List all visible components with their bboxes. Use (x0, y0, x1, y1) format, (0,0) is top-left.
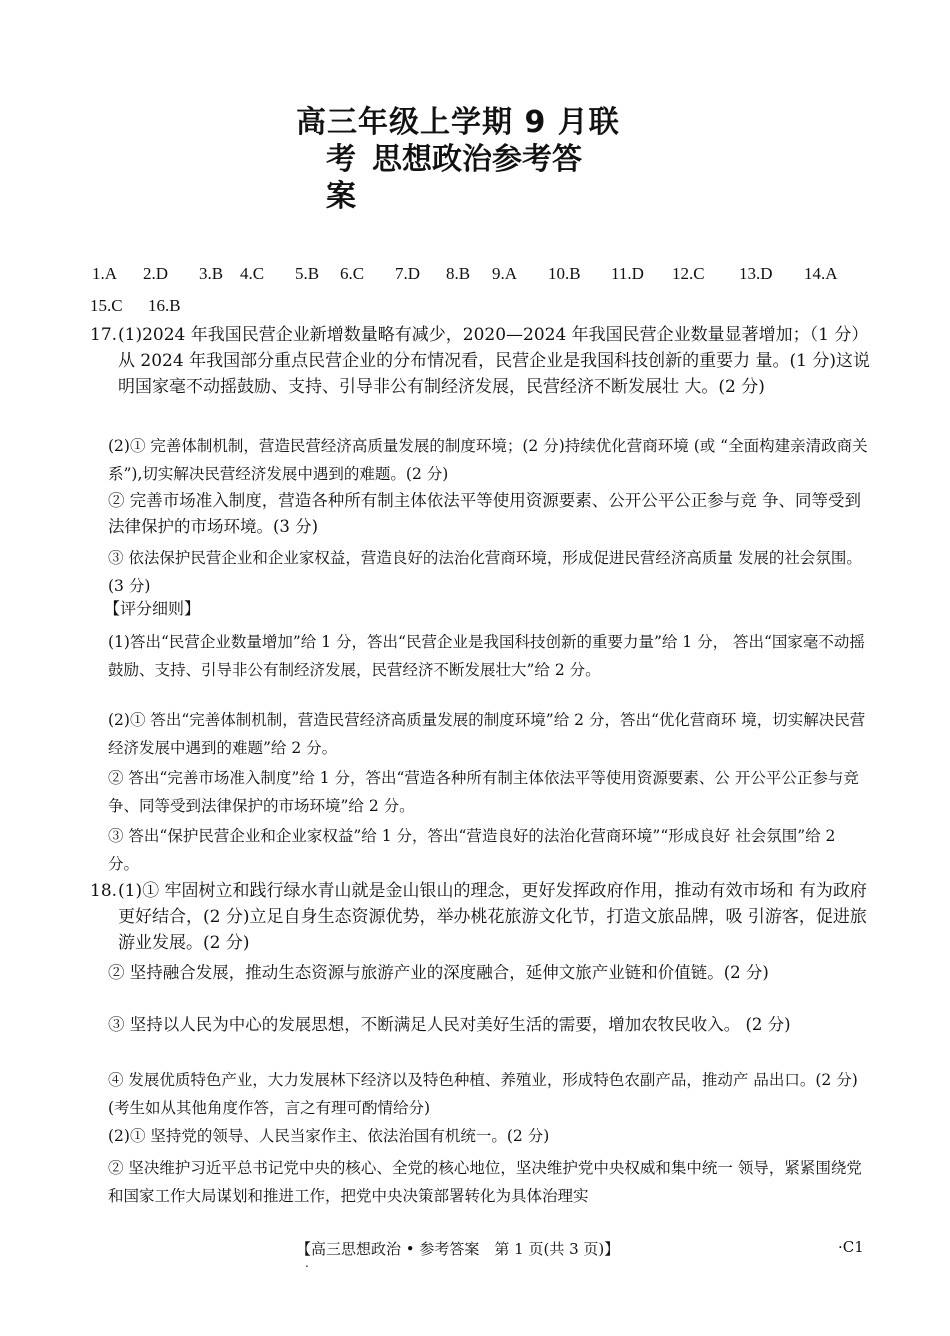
q18-part5: (2)① 坚持党的领导、人民当家作主、依法治国有机统一。(2 分) (108, 1127, 550, 1145)
rubric-2-block (90, 706, 870, 762)
q18-part6: ② 坚决维护习近平总书记党中央的核心、全党的核心地位，坚决维护党中央权威和集中统一 领导，紧紧围绕党和国家工作大局谋划和推进工作，把党中央决策部署转化为具体治理实 (108, 1159, 862, 1205)
answer-item: 13.D (739, 264, 773, 283)
answer-item: 7.D (395, 264, 421, 283)
answer-item: 11.D (611, 264, 644, 283)
title-line-3: 案 (326, 179, 356, 214)
answer-item: 2.D (143, 264, 169, 283)
answer-item: 12.C (672, 264, 705, 283)
answer-item: 15.C (90, 296, 123, 315)
answer-item: 3.B (199, 264, 224, 283)
answer-item: 16.B (148, 296, 181, 315)
q18-part2: ② 坚持融合发展，推动生态资源与旅游产业的深度融合，延伸文旅产业链和价值链。(2 分) (108, 963, 769, 982)
rubric-heading-block (90, 596, 870, 622)
q18-part4: ④ 发展优质特色产业，大力发展林下经济以及特色种植、养殖业，形成特色农副产品，推动产 品出口。(2 分)(考生如从其他角度作答，言之有理可酌情给分) (108, 1071, 858, 1117)
rubric-2: (2)① 答出“完善体制机制，营造民营经济高质量发展的制度环境”给 2 分，答出“优化营商环 境，切实解决民营经济发展中遇到的难题”给 2 分。 (108, 711, 866, 757)
title-line-2 (326, 140, 656, 180)
answer-item: 8.B (446, 264, 471, 283)
title-line-2b: 思想政治参考答 (372, 142, 582, 177)
page-footer: 【高三思想政治 • 参考答案 第 1 页(共 3 页)】 (296, 1240, 620, 1258)
q18-part6-block (90, 1154, 870, 1210)
q18-part4-block (90, 1066, 870, 1122)
footer-dot: . (305, 1256, 309, 1270)
answer-item: 4.C (240, 264, 265, 283)
rubric-4: ③ 答出“保护民营企业和企业家权益”给 1 分，答出“营造良好的法治化营商环境”“形成良好 社会氛围”给 2 分。 (108, 827, 836, 873)
answer-item: 14.A (804, 264, 838, 283)
title-line-2a: 考 (326, 142, 356, 177)
q17-part2-block (90, 432, 870, 488)
title-line-1: 高三年级上学期 9 月联 (296, 105, 620, 140)
question-17 (90, 322, 870, 400)
q18-part3: ③ 坚持以人民为中心的发展思想，不断满足人民对美好生活的需要，增加农牧民收入。 (2 分) (108, 1015, 791, 1034)
answer-item: 10.B (548, 264, 581, 283)
q17-part3-block (90, 488, 870, 540)
rubric-1-block (90, 628, 870, 684)
answer-item: 6.C (340, 264, 365, 283)
rubric-3: ② 答出“完善市场准入制度”给 1 分，答出“营造各种所有制主体依法平等使用资源要素、公 开公平公正参与竞争、同等受到法律保护的市场环境”给 2 分。 (108, 769, 859, 815)
document-title (296, 106, 656, 214)
rubric-1: (1)答出“民营企业数量增加”给 1 分，答出“民营企业是我国科技创新的重要力量”给 1 分， 答出“国家毫不动摇鼓励、支持、引导非公有制经济发展，民营经济不断发展壮大”给 2 分。 (108, 633, 865, 679)
q17-part4-block (90, 544, 870, 600)
q17-part1: (1)2024 年我国民营企业新增数量略有减少，2020—2024 年我国民营企业数量显著增加；（1 分）从 2024 年我国部分重点民营企业的分布情况看，民营企业是我国科技创新的重要力 量。(1 分)这说明国家毫不动摇鼓励、支持、引导非公有制经济发展，民营经济不断发展壮 大。(2 分) (118, 325, 870, 397)
answer-item: 1.A (92, 264, 118, 283)
q18-part1: (1)① 牢固树立和践行绿水青山就是金山银山的理念，更好发挥政府作用，推动有效市场和 有为政府更好结合，(2 分)立足自身生态资源优势，举办桃花旅游文化节，打造文旅品牌，吸 引游客，促进旅游业发展。(2 分) (118, 881, 867, 953)
rubric-4-block (90, 822, 870, 878)
footer-code: ·C1 (838, 1238, 864, 1256)
question-number: 17. (90, 325, 118, 345)
rubric-heading: 【评分细则】 (104, 599, 201, 618)
question-number: 18. (90, 881, 118, 901)
q17-part4: ③ 依法保护民营企业和企业家权益，营造良好的法治化营商环境，形成促进民营经济高质量 发展的社会氛围。(3 分) (108, 549, 862, 595)
answer-item: 5.B (295, 264, 320, 283)
question-18 (90, 878, 870, 956)
rubric-3-block (90, 764, 870, 820)
q18-part3-block (90, 1012, 870, 1038)
q18-part5-block (90, 1122, 870, 1150)
q18-part2-block (90, 960, 870, 986)
answer-item: 9.A (492, 264, 518, 283)
q17-part2: (2)① 完善体制机制，营造民营经济高质量发展的制度环境；(2 分)持续优化营商环境 (或 “全面构建亲清政商关系”),切实解决民营经济发展中遇到的难题。(2 分) (108, 437, 868, 483)
q17-part3: ② 完善市场准入制度，营造各种所有制主体依法平等使用资源要素、公开公平公正参与竞 争、同等受到法律保护的市场环境。(3 分) (108, 491, 861, 536)
